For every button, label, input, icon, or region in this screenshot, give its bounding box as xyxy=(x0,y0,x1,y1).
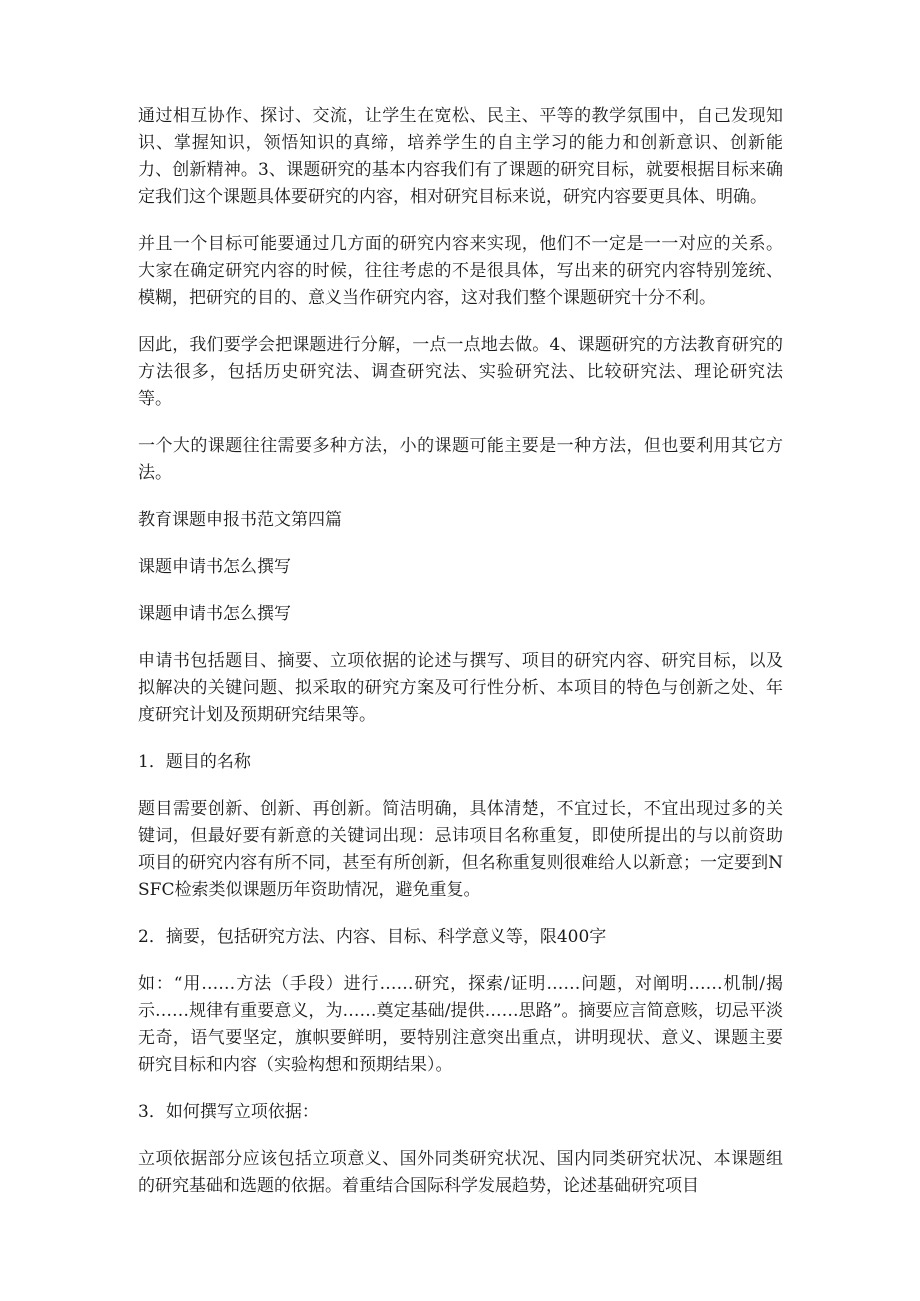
paragraph-basis: 立项依据部分应该包括立项意义、国外同类研究状况、国内同类研究状况、本课题组的研究基础和选题的依据。着重结合国际科学发展趋势，论述基础研究项目 xyxy=(138,1149,783,1196)
subsection-title-2: 课题申请书怎么撰写 xyxy=(138,604,291,624)
paragraph-body-2: 并且一个目标可能要通过几方面的研究内容来实现，他们不一定是一一对应的关系。大家在确定研究内容的时候，往往考虑的不是很具体，写出来的研究内容特别笼统、模糊，把研究的目的、意义当作研究内容，这对我们整个课题研究十分不利。 xyxy=(138,234,783,308)
subsection-title-1: 课题申请书怎么撰写 xyxy=(138,557,291,577)
paragraph-title-name: 题目需要创新、创新、再创新。简洁明确，具体清楚，不宜过长，不宜出现过多的关键词，但最好要有新意的关键词出现：忌讳项目名称重复，即使所提出的与以前资助项目的研究内容有所不同，甚至有所创新，但名称重复则很难给人以新意；一定要到NSFC检索类似课题历年资助情况，避免重复。 xyxy=(138,799,783,900)
item-heading-1: 1．题目的名称 xyxy=(138,752,251,772)
document-page xyxy=(138,103,783,1220)
paragraph-body-1: 通过相互协作、探讨、交流，让学生在宽松、民主、平等的教学氛围中，自己发现知识、掌握知识，领悟知识的真缔，培养学生的自主学习的能力和创新意识、创新能力、创新精神。3、课题研究的基本内容我们有了课题的研究目标，就要根据目标来确定我们这个课题具体要研究的内容，相对研究目标来说，研究内容要更具体、明确。 xyxy=(138,106,783,207)
item-heading-3: 3．如何撰写立项依据： xyxy=(138,1102,319,1122)
paragraph-abstract: 如：“用……方法（手段）进行……研究，探索/证明……问题，对阐明……机制/揭示……规律有重要意义，为……奠定基础/提供……思路”。摘要应言简意赅，切忌平淡无奇，语气要坚定，旗帜要鲜明，要特别注意突出重点，讲明现状、意义、课题主要研究目标和内容（实验构想和预期结果）。 xyxy=(138,974,783,1075)
section-title: 教育课题申报书范文第四篇 xyxy=(138,510,342,530)
paragraph-body-4: 一个大的课题往往需要多种方法，小的课题可能主要是一种方法，但也要利用其它方法。 xyxy=(138,436,783,483)
paragraph-body-3: 因此，我们要学会把课题进行分解，一点一点地去做。4、课题研究的方法教育研究的方法很多，包括历史研究法、调查研究法、实验研究法、比较研究法、理论研究法等。 xyxy=(138,335,783,409)
paragraph-application-contents: 申请书包括题目、摘要、立项依据的论述与撰写、项目的研究内容、研究目标，以及拟解决的关键问题、拟采取的研究方案及可行性分析、本项目的特色与创新之处、年度研究计划及预期研究结果等。 xyxy=(138,651,783,725)
item-heading-2: 2．摘要，包括研究方法、内容、目标、科学意义等，限400字 xyxy=(138,927,607,947)
